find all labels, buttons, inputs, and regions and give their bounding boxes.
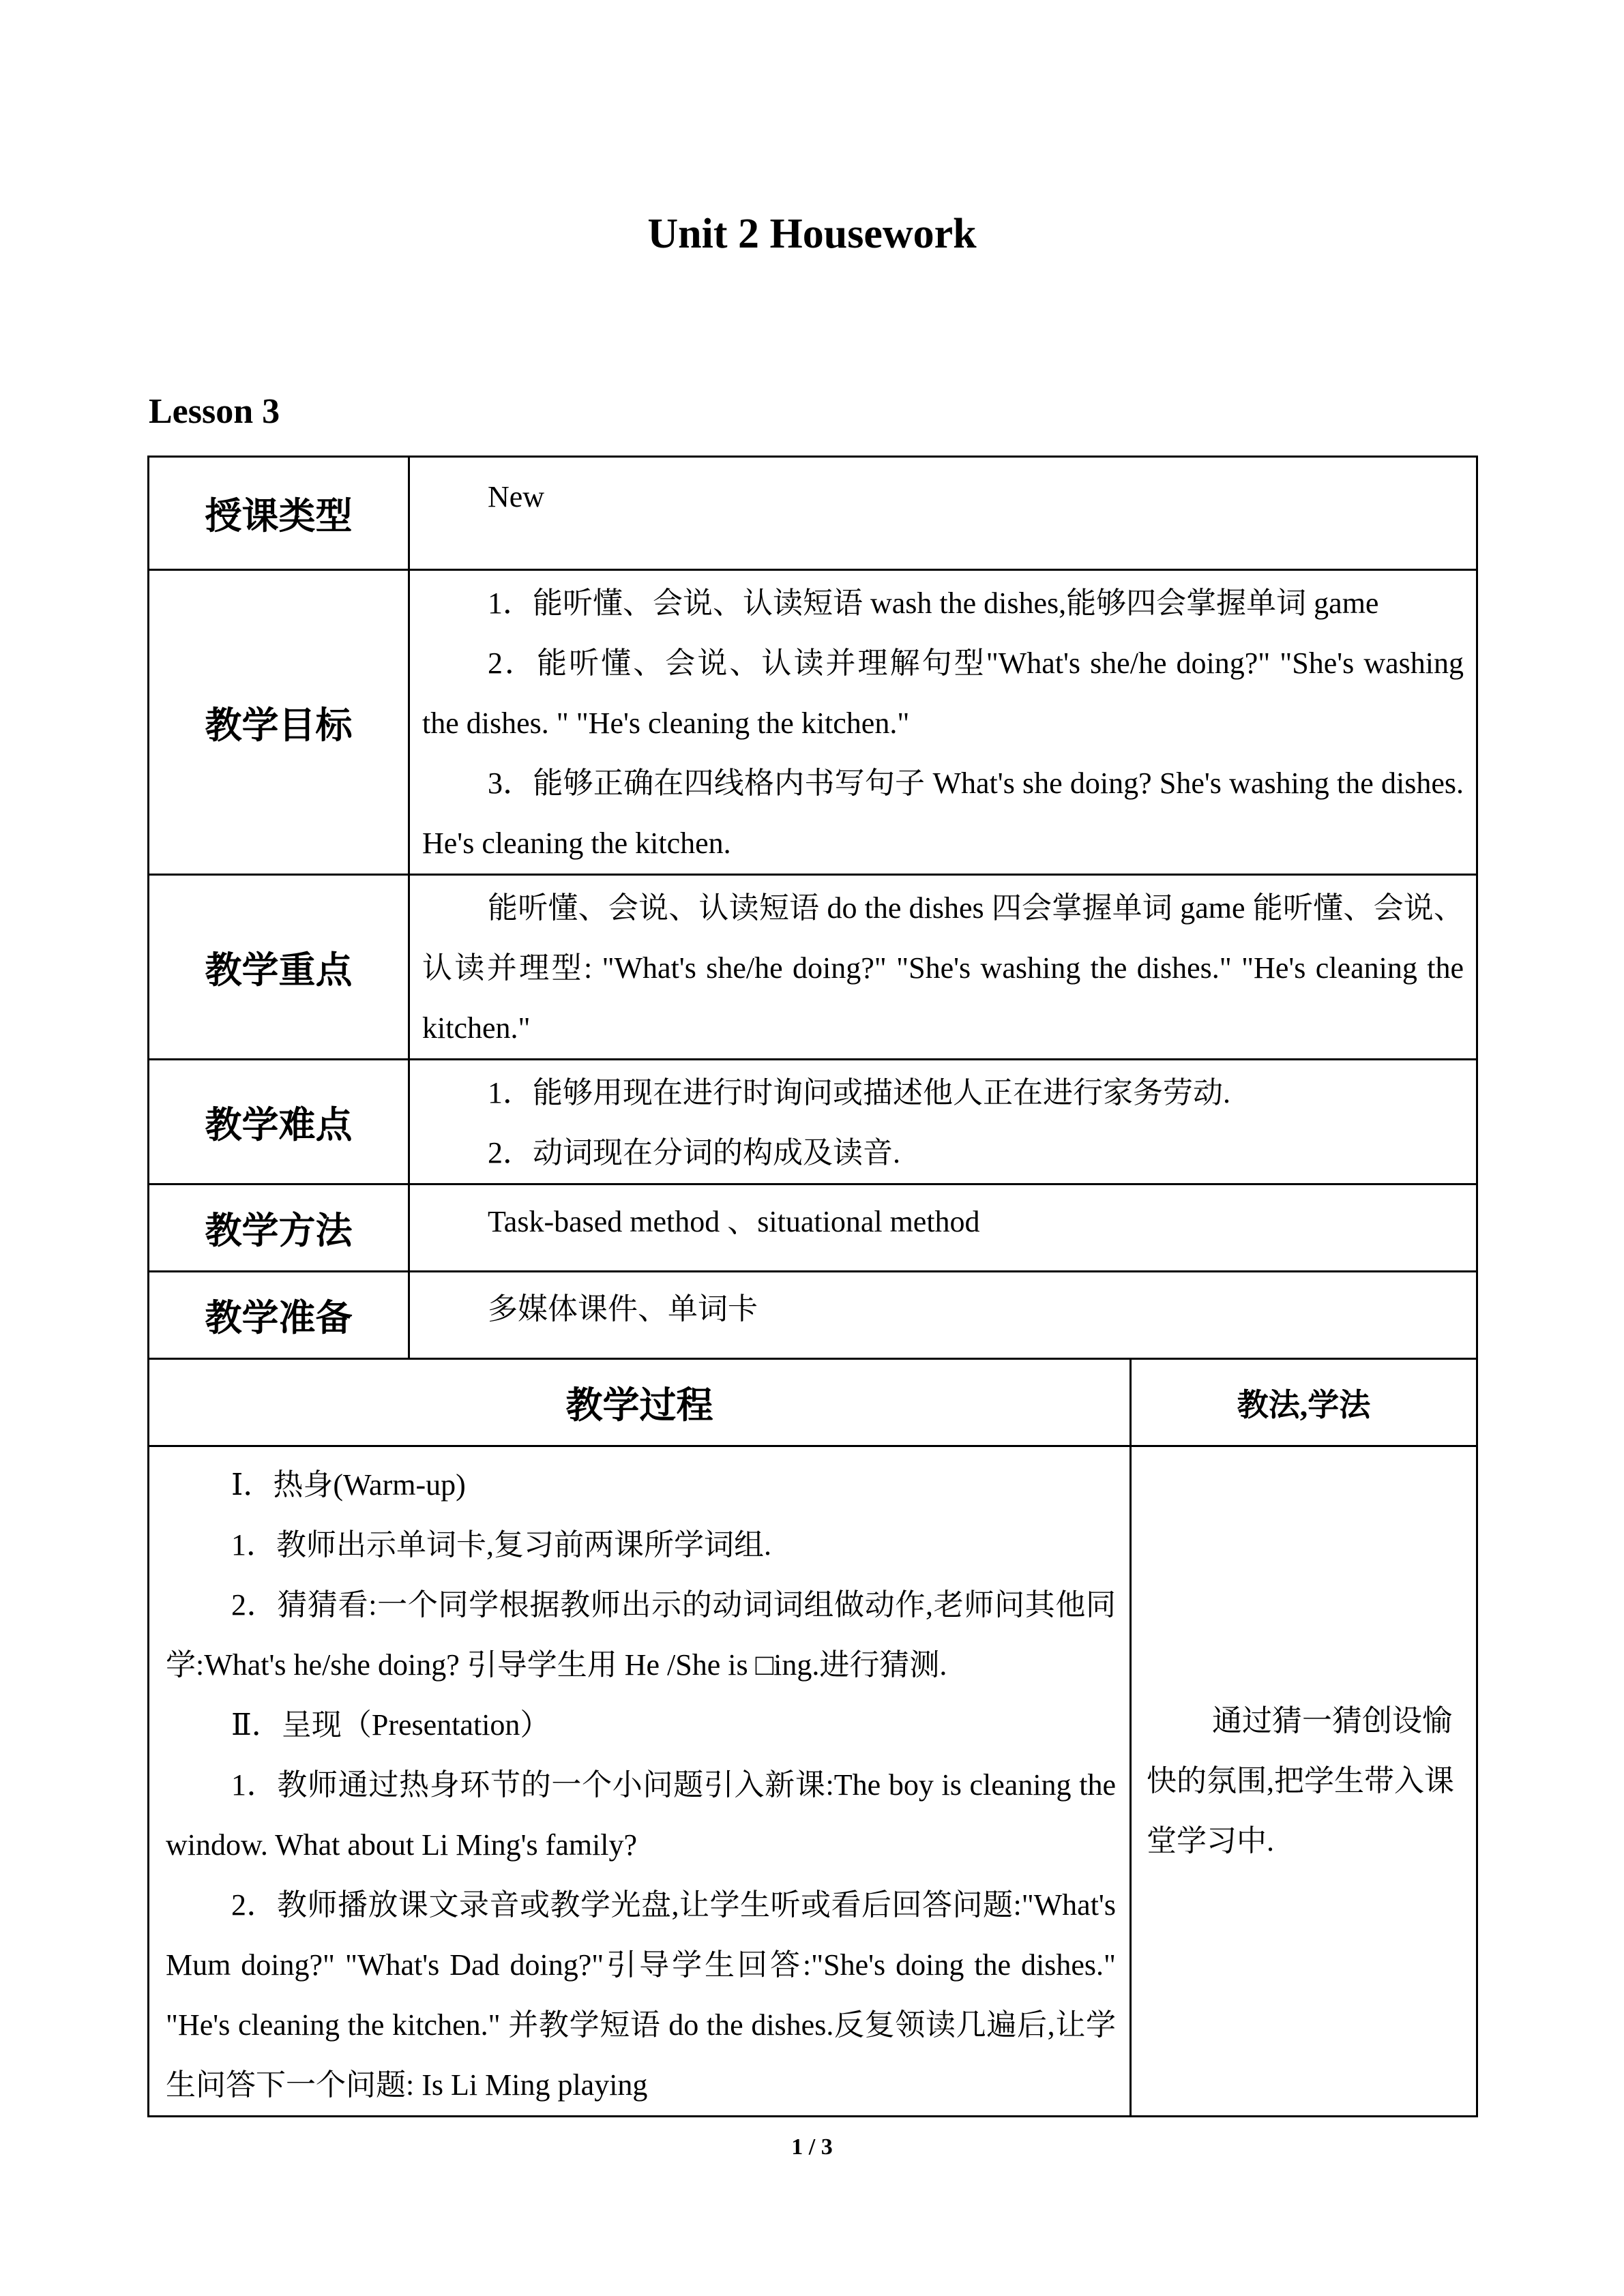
objective-item: 3．能够正确在四线格内书写句子 What's she doing? She's washing the dishes. He's cleaning the kitchen. bbox=[422, 766, 1464, 860]
process-paragraph: Ⅰ．热身(Warm-up) bbox=[231, 1468, 466, 1502]
lesson-plan-table bbox=[147, 456, 1478, 2117]
page-number: 1 / 3 bbox=[791, 2134, 833, 2160]
row-process-body bbox=[149, 1446, 1477, 2117]
difficulties-label: 教学难点 bbox=[149, 1060, 409, 1184]
difficulty-item: 1．能够用现在进行时询问或描述他人正在进行家务劳动. bbox=[488, 1076, 1230, 1109]
key-points-cell bbox=[409, 875, 1477, 1060]
process-paragraph: 1．教师通过热身环节的一个小问题引入新课:The boy is cleaning the window. What about Li Ming's family? bbox=[166, 1768, 1116, 1862]
row-methods bbox=[149, 1184, 1477, 1272]
process-paragraph: 2．教师播放课文录音或教学光盘,让学生听或看后回答问题:"What's Mum doing?" "What's Dad doing?"引导学生回答:"She's doing the dishes." "He's cleaning the kitchen." 并教学短语 do the dishes.反复领读几遍后,让学生问答下一个问题: Is Li Ming playing bbox=[166, 1888, 1116, 2102]
objective-item: 1．能听懂、会说、认读短语 wash the dishes,能够四会掌握单词 game bbox=[488, 586, 1379, 620]
row-process-header bbox=[149, 1359, 1477, 1446]
process-paragraph: Ⅱ．呈现（Presentation） bbox=[231, 1708, 550, 1742]
methods-value: Task-based method 、situational method bbox=[488, 1205, 980, 1238]
lesson-heading: Lesson 3 bbox=[149, 392, 280, 431]
difficulties-cell bbox=[409, 1060, 1477, 1184]
document-title: Unit 2 Housework bbox=[647, 211, 977, 257]
row-preparation bbox=[149, 1272, 1477, 1359]
process-content bbox=[149, 1446, 1131, 2117]
method-note-cell bbox=[1131, 1446, 1477, 2117]
row-key-points bbox=[149, 875, 1477, 1060]
objectives-cell bbox=[409, 570, 1477, 875]
preparation-value: 多媒体课件、单词卡 bbox=[488, 1292, 758, 1326]
preparation-label: 教学准备 bbox=[149, 1272, 409, 1359]
type-cell bbox=[409, 457, 1477, 570]
method-note: 通过猜一猜创设愉快的氛围,把学生带入课堂学习中. bbox=[1147, 1704, 1454, 1858]
preparation-cell bbox=[409, 1272, 1477, 1359]
method-header: 教法,学法 bbox=[1131, 1359, 1477, 1446]
row-type bbox=[149, 457, 1477, 570]
type-value: New bbox=[488, 480, 545, 513]
key-points-label: 教学重点 bbox=[149, 875, 409, 1060]
difficulty-item: 2．动词现在分词的构成及读音. bbox=[488, 1136, 900, 1169]
methods-label: 教学方法 bbox=[149, 1184, 409, 1272]
row-objectives bbox=[149, 570, 1477, 875]
objectives-label: 教学目标 bbox=[149, 570, 409, 875]
row-difficulties bbox=[149, 1060, 1477, 1184]
methods-cell bbox=[409, 1184, 1477, 1272]
objective-item: 2．能听懂、会说、认读并理解句型"What's she/he doing?" "She's washing the dishes. " "He's cleaning the kitchen." bbox=[422, 646, 1464, 740]
process-paragraph: 2．猜猜看:一个同学根据教师出示的动词词组做动作,老师问其他同学:What's he/she doing? 引导学生用 He /She is □ing.进行猜测. bbox=[166, 1588, 1116, 1682]
process-header: 教学过程 bbox=[149, 1359, 1131, 1446]
process-paragraph: 1．教师出示单词卡,复习前两课所学词组. bbox=[231, 1528, 771, 1562]
key-points-text: 能听懂、会说、认读短语 do the dishes 四会掌握单词 game 能听懂、会说、认读并理型: "What's she/he doing?" "She's washing the dishes." "He's cleaning the kitchen." bbox=[422, 891, 1464, 1045]
type-label: 授课类型 bbox=[149, 457, 409, 570]
